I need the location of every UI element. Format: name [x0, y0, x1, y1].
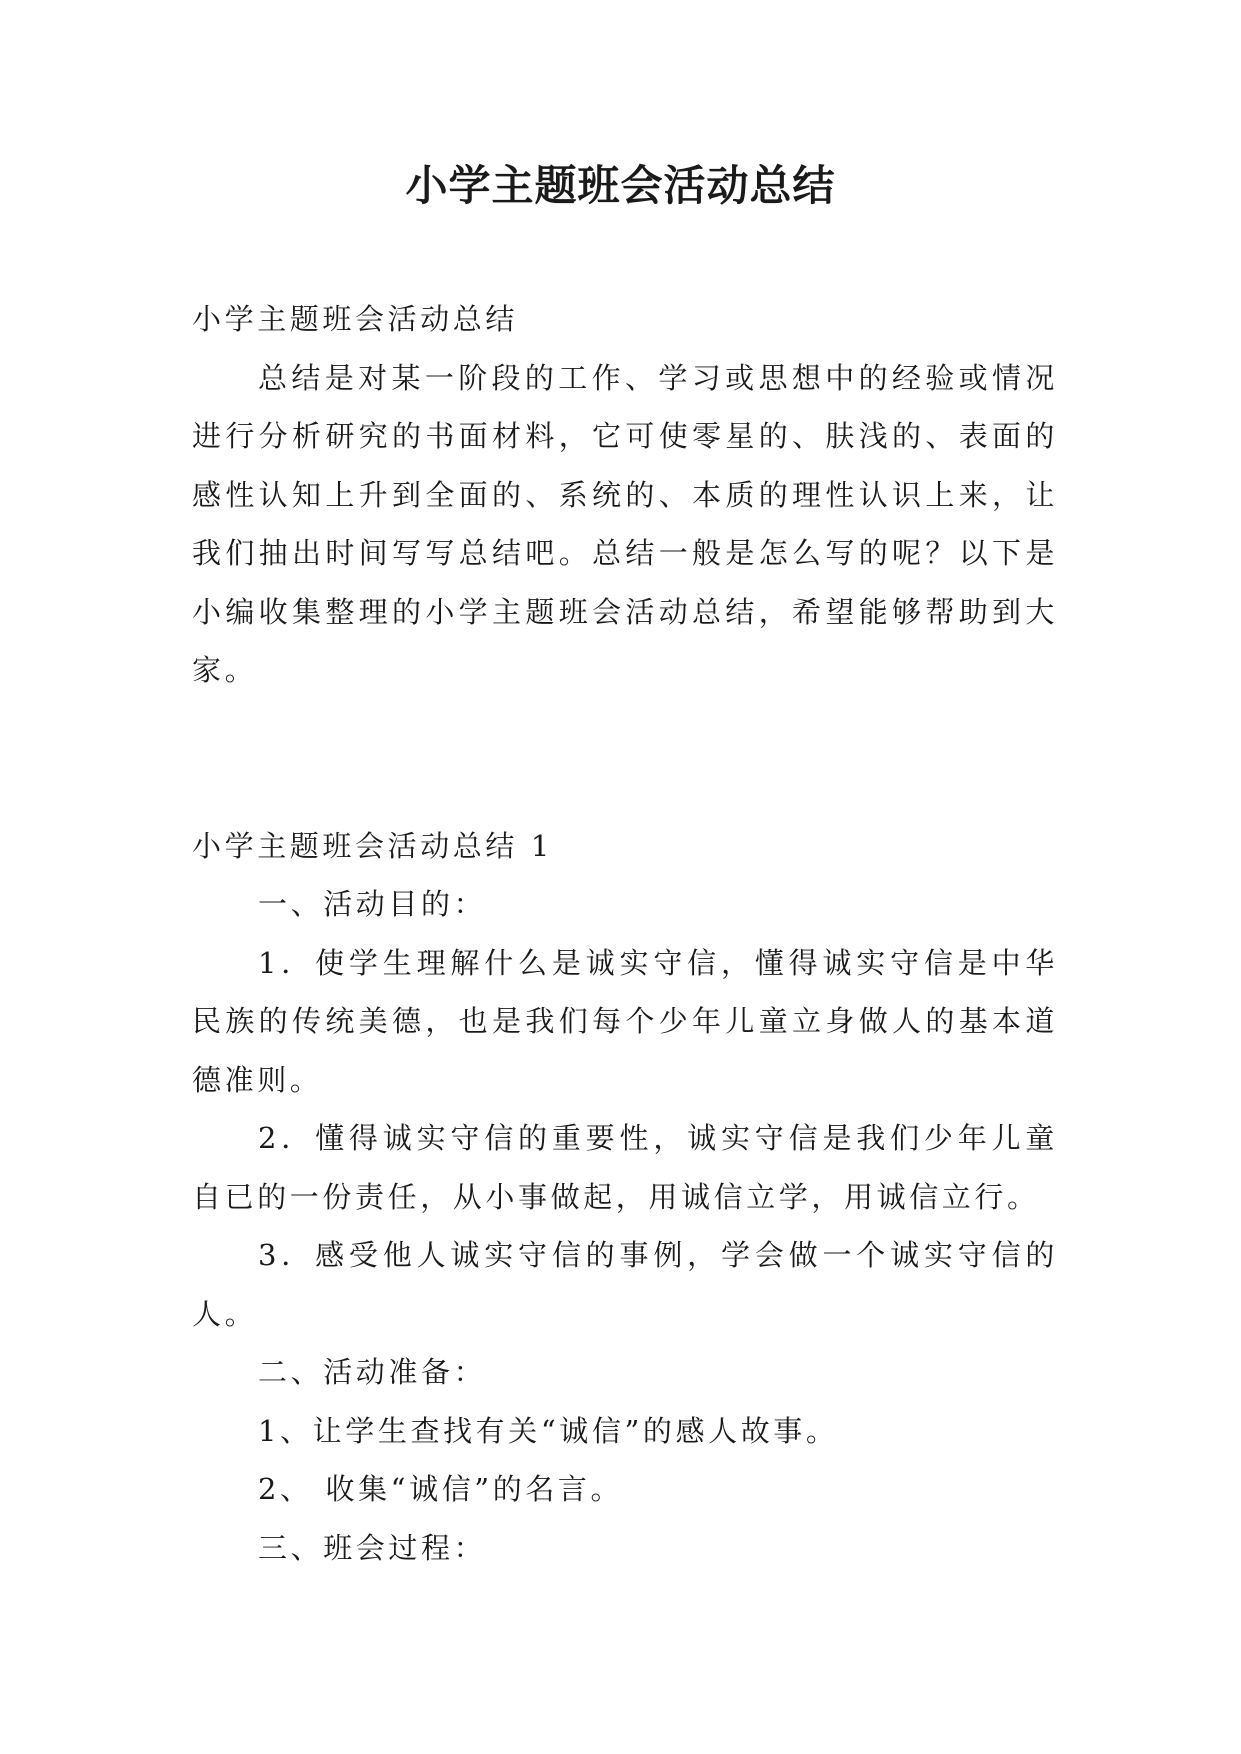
prep-item-2: 2、 收集“诚信”的名言。 [258, 1472, 624, 1506]
part-heading-process: 三、班会过程： [258, 1530, 487, 1565]
goal-item-2: 2．懂得诚实守信的重要性，诚实守信是我们少年儿童自已的一份责任，从小事做起，用诚信立学，用诚信立行。 [192, 1121, 1058, 1214]
section-heading: 小学主题班会活动总结 1 [192, 828, 553, 863]
document-title: 小学主题班会活动总结 [405, 161, 836, 210]
part-heading-preparation: 二、活动准备： [258, 1355, 487, 1389]
document-subtitle: 小学主题班会活动总结 [192, 302, 519, 336]
section-spacer [192, 700, 1058, 817]
goal-item-3: 3．感受他人诚实守信的事例，学会做一个诚实守信的人。 [192, 1238, 1058, 1331]
intro-paragraph: 总结是对某一阶段的工作、学习或思想中的经验或情况进行分析研究的书面材料，它可使零星的、肤浅的、表面的感性认知上升到全面的、系统的、本质的理性认识上来，让我们抽出时间写写总结吧。总结一般是怎么写的呢？以下是小编收集整理的小学主题班会活动总结，希望能够帮助到大家。 [192, 360, 1058, 687]
goal-item-1: 1．使学生理解什么是诚实守信，懂得诚实守信是中华民族的传统美德，也是我们每个少年儿童立身做人的基本道德准则。 [192, 945, 1058, 1097]
prep-item-1: 1、让学生查找有关“诚信”的感人故事。 [258, 1413, 839, 1448]
part-heading-goals: 一、活动目的： [258, 887, 487, 921]
document-body [192, 290, 1058, 1577]
